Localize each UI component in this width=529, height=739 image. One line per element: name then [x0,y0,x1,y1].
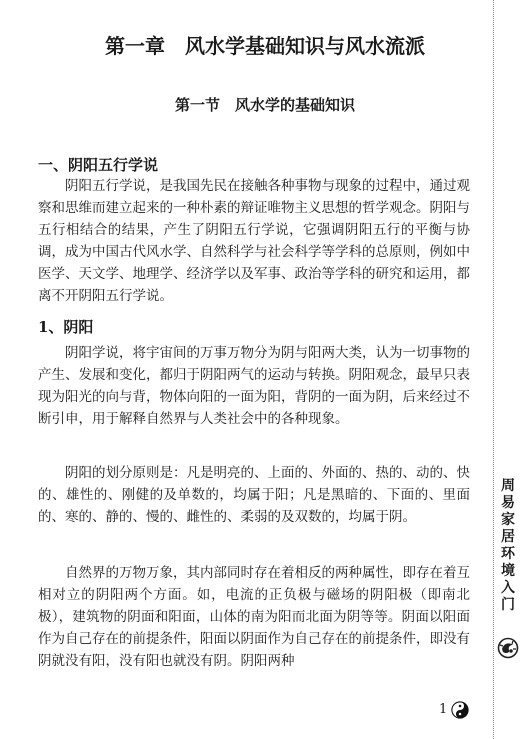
page-number: 1 [439,702,448,717]
margin-divider [493,0,494,739]
heading-yinyang: 1、阴阳 [38,318,94,336]
chapter-title: 第一章 风水学基础知识与风水流派 [105,34,425,58]
yin-yang-icon [451,701,469,719]
paragraph-division-principle: 阴阳的划分原则是：凡是明亮的、上面的、外面的、热的、动的、快的、雄性的、刚健的及单数的，均属于阳；凡是黑暗的、下面的、里面的、寒的、静的、慢的、雌性的、柔弱的及双数的，均属于阴。 [38,465,470,525]
paragraph-opposites: 自然界的万物万象，其内部同时存在着相反的两种属性，即存在着互相对立的阴阳两个方面。如，电流的正负极与磁场的阴阳极（即南北极），建筑物的阴面和阳面，山体的南为阳而北面为阴等等。阴面以阳面作为自己存在的前提条件，阳面以阴面作为自己存在的前提条件，即没有阴就没有阳，没有阳也就没有阴。阴阳两种 [38,565,470,669]
side-book-title: 周易家居环境入门 [501,478,515,613]
subsection-title: 一、阴阳五行学说 [38,156,159,174]
paragraph-yinyang-theory: 阴阳学说，将宇宙间的万事万物分为阴与阳两大类，认为一切事物的产生、发展和变化，都归于阴阳两气的运动与转换。阴阳观念，最早只表现为阳光的向与背，物体向阳的一面为阳，背阴的一面为阴，后来经过不断引申，用于解释自然界与人类社会中的各种现象。 [38,345,470,427]
paragraph-intro: 阴阳五行学说，是我国先民在接触各种事物与现象的过程中，通过观察和思维而建立起来的一种朴素的辩证唯物主义思想的哲学观念。阴阳与五行相结合的结果，产生了阴阳五行学说，它强调阴阳五行的平衡与协调，成为中国古代风水学、自然科学与社会科学等学科的总原则，例如中医学、天文学、地理学、经济学以及军事、政治等学科的研究和运用，都离不开阴阳五行学说。 [38,178,470,304]
dragon-emblem-icon [497,637,519,659]
section-title: 第一节 风水学的基础知识 [174,96,355,114]
